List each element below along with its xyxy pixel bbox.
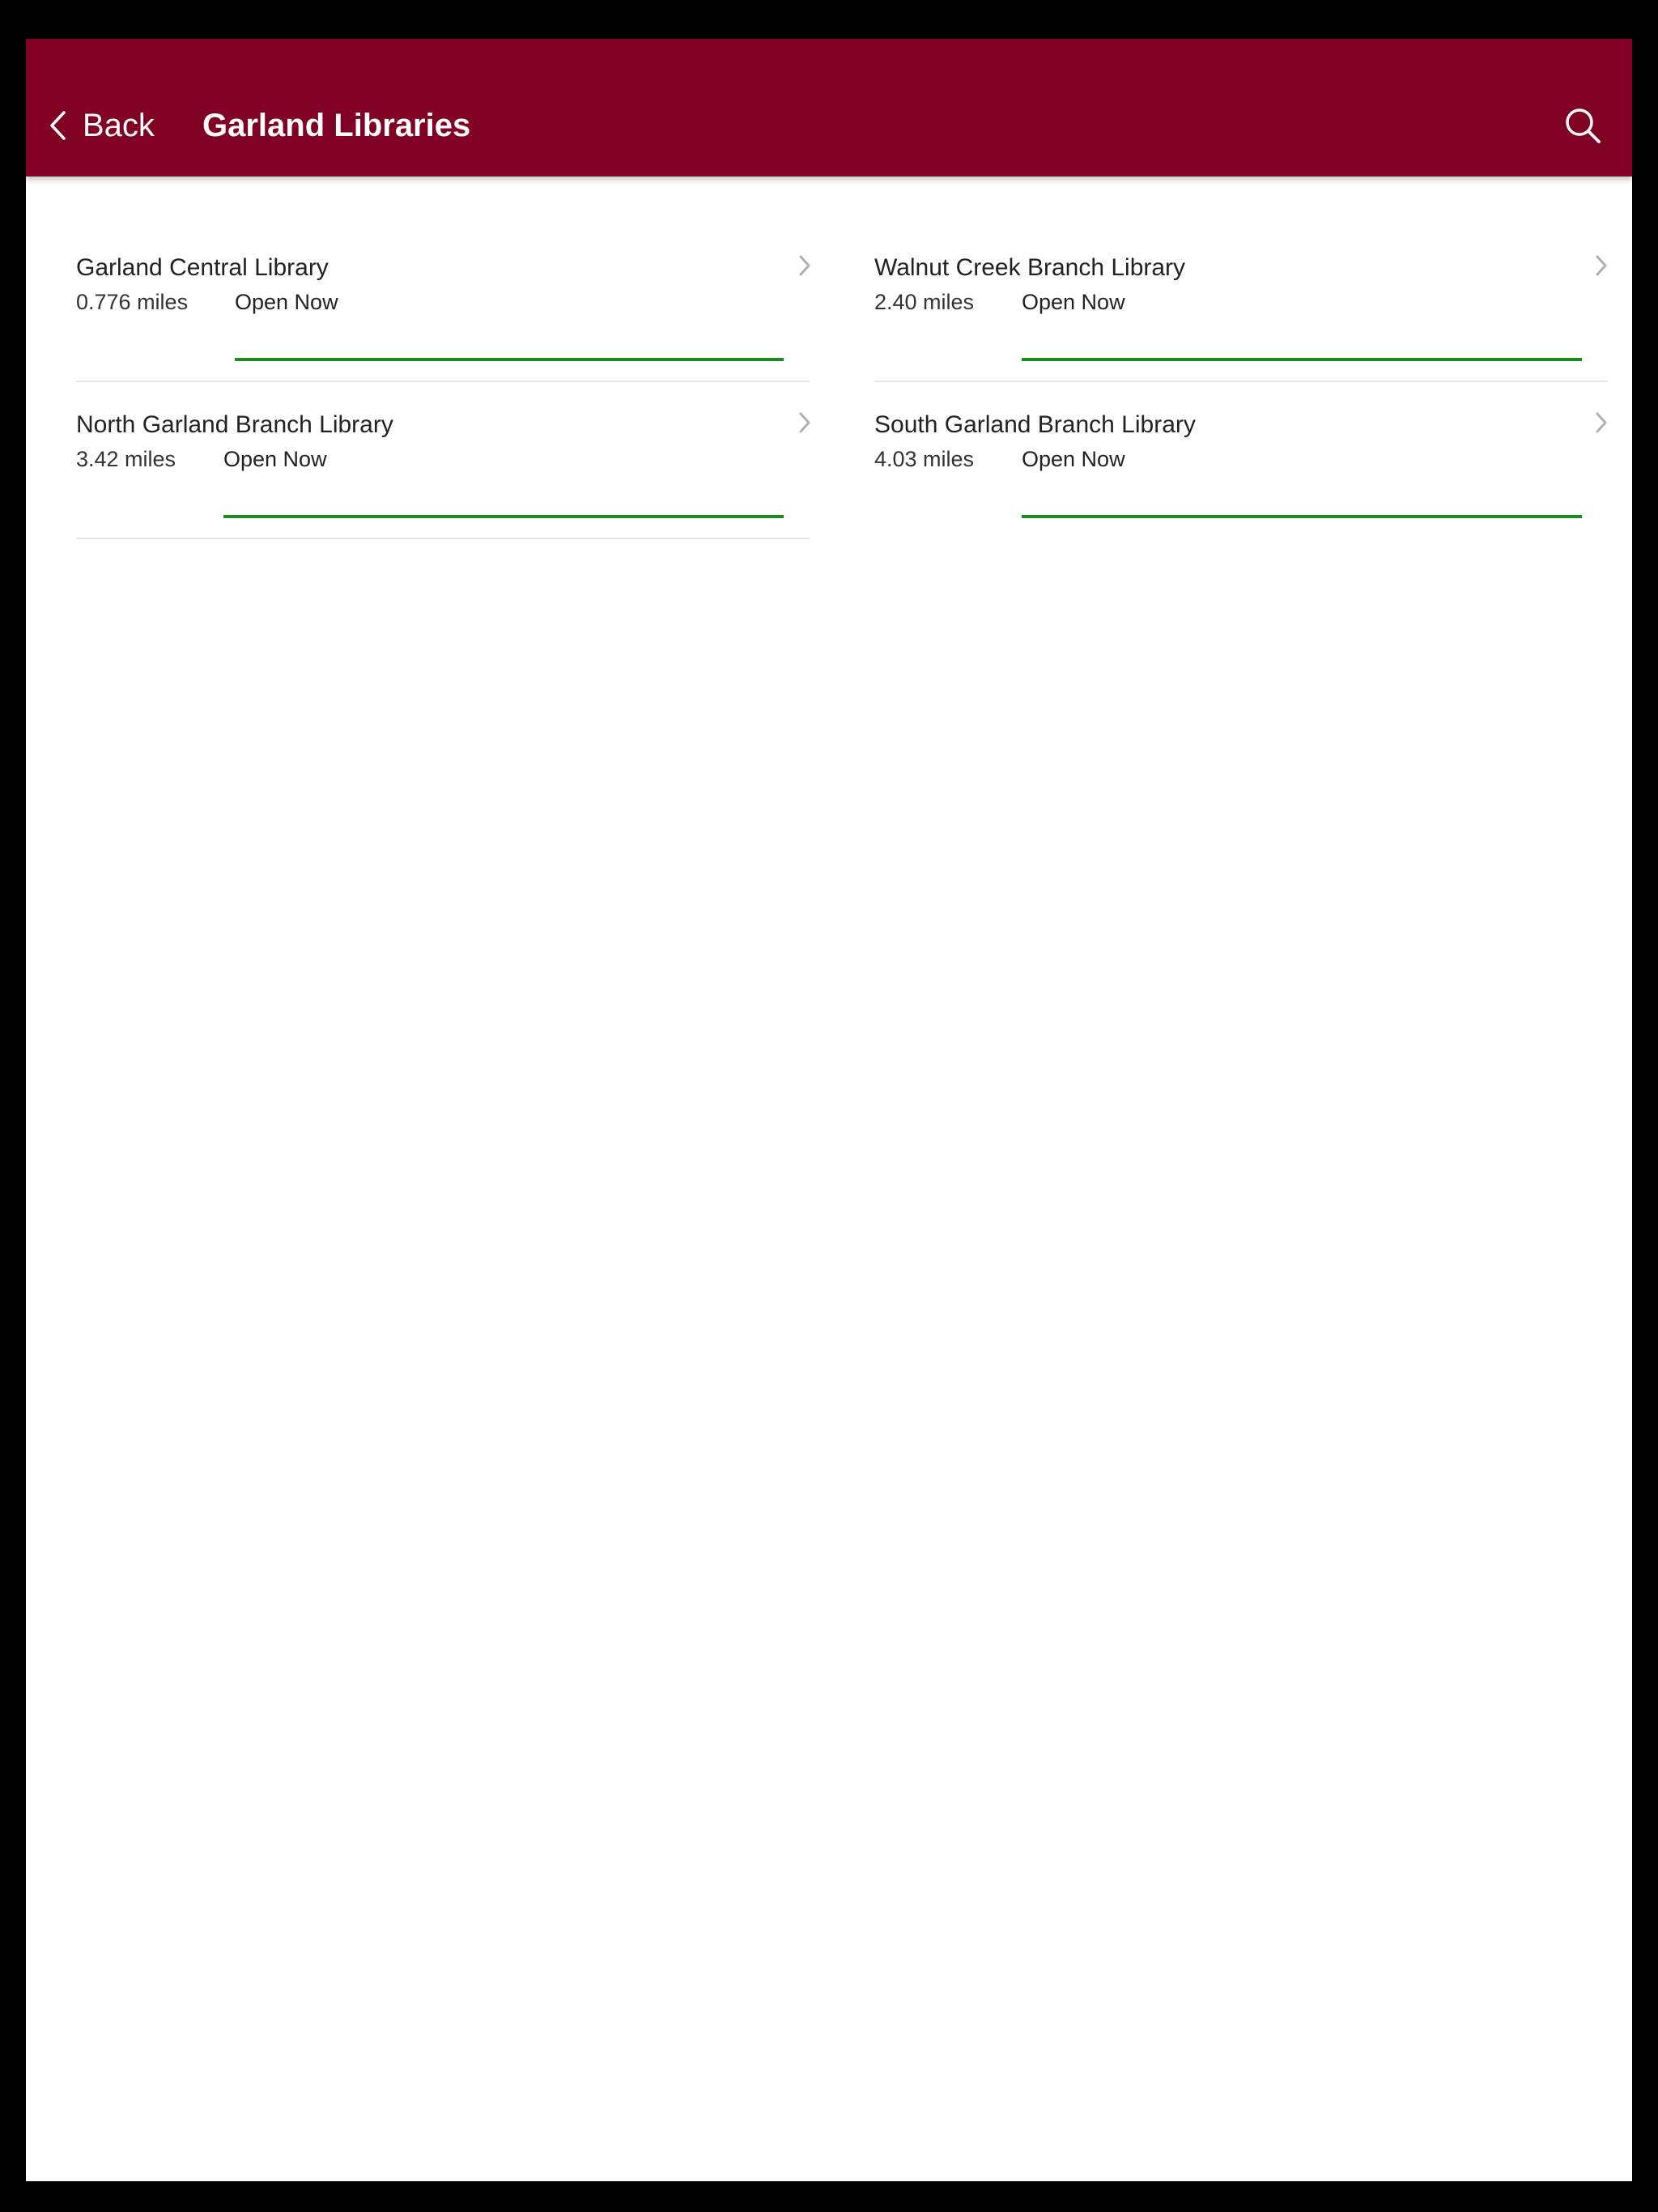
page-title: Garland Libraries [202,108,471,143]
back-button[interactable] [49,105,155,146]
library-status: Open Now [1022,290,1125,314]
back-label: Back [83,108,155,143]
library-distance: 0.776 miles [76,290,189,314]
search-button[interactable] [1564,107,1601,144]
chevron-right-icon [798,254,811,277]
chevron-right-icon [798,411,811,434]
chevron-left-icon [49,110,66,141]
library-card-north-garland[interactable] [76,334,810,471]
library-list [26,177,1632,2181]
library-status: Open Now [1022,447,1125,471]
library-distance: 4.03 miles [874,447,975,471]
library-status: Open Now [223,447,327,471]
library-distance: 2.40 miles [874,290,975,314]
chevron-right-icon [1595,411,1608,434]
search-icon [1564,107,1601,144]
library-name: South Garland Branch Library [874,411,1196,438]
navigation-bar [26,39,1632,177]
library-card-garland-central[interactable] [76,177,810,314]
library-name: Walnut Creek Branch Library [874,254,1186,281]
chevron-right-icon [1595,254,1608,277]
app-screen [26,39,1632,2181]
library-distance: 3.42 miles [76,447,176,471]
library-name: Garland Central Library [76,254,329,281]
library-name: North Garland Branch Library [76,411,393,438]
library-card-south-garland[interactable] [874,334,1608,471]
status-indicator-bar [1022,515,1582,518]
divider [76,538,810,539]
library-status: Open Now [235,290,338,314]
status-indicator-bar [223,515,784,518]
library-card-walnut-creek[interactable] [874,177,1608,314]
